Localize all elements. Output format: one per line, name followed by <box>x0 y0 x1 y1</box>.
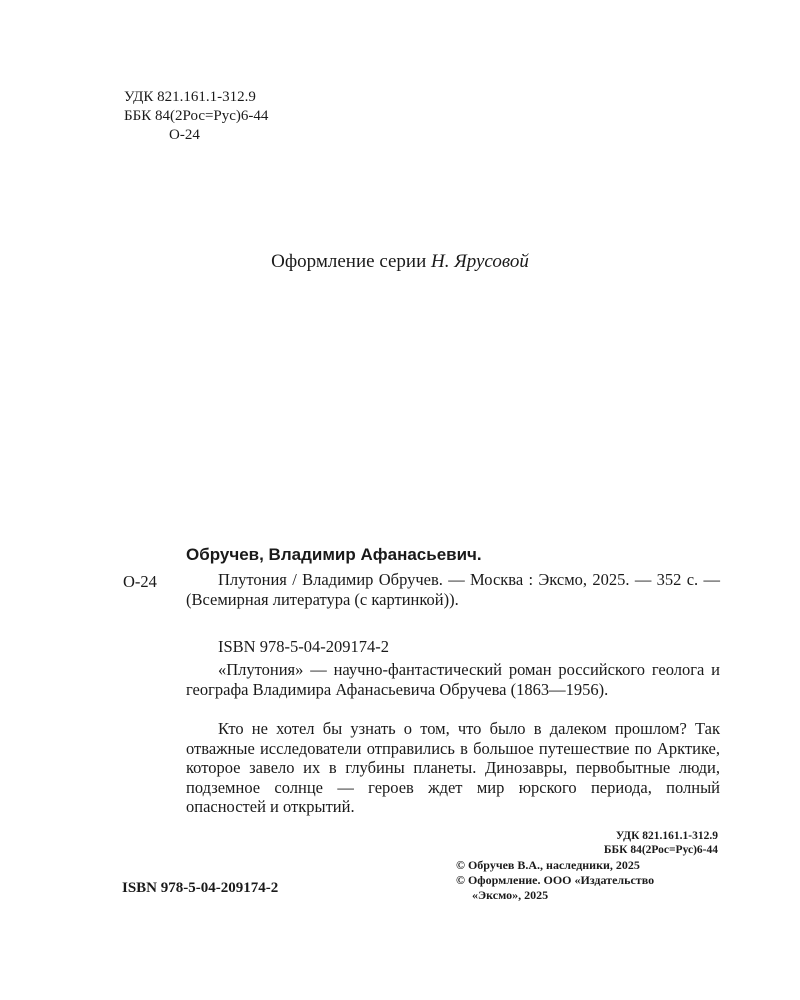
annotation-paragraph-2: Кто не хотел бы узнать о том, что было в далеком прошлом? Так отважные исследователи отправились в большое путешествие по Арктике, которое завело их в глубины планеты. Динозавры, первобытные люди, подземное солнце — героев ждет мир юрского периода, полный опасностей и открытий. <box>186 719 720 816</box>
bbk-code-bottom: ББК 84(2Рос=Рус)6-44 <box>603 844 718 856</box>
copyright-line-1: © Обручев В.А., наследники, 2025 <box>456 858 640 872</box>
author-heading: Обручев, Владимир Афанасьевич. <box>186 545 482 564</box>
author-sign: О-24 <box>169 127 200 143</box>
udk-code-bottom: УДК 821.161.1-312.9 <box>615 830 718 842</box>
udk-code: УДК 821.161.1-312.9 <box>124 89 256 105</box>
copyright-line-2: © Оформление. ООО «Издательство <box>456 873 655 887</box>
copyright-block <box>456 858 726 903</box>
series-designer-name: Н. Ярусовой <box>431 251 529 272</box>
isbn-main: ISBN 978-5-04-209174-2 <box>218 637 389 656</box>
series-design-credit <box>0 251 800 273</box>
bibliographic-description: Плутония / Владимир Обручев. — Москва : Эксмо, 2025. — 352 с. — (Всемирная литература (с картинкой)). <box>186 570 720 609</box>
annotation-paragraph-1: «Плутония» — научно-фантастический роман российского геолога и географа Владимира Афанасьевича Обручева (1863—1956). <box>186 660 720 699</box>
author-sign-left: О-24 <box>123 572 157 591</box>
classification-codes-top <box>124 88 268 145</box>
bbk-code: ББК 84(2Рос=Рус)6-44 <box>124 108 269 124</box>
copyright-line-3: «Эксмо», 2025 <box>472 888 549 902</box>
series-design-label: Оформление серии <box>271 251 427 272</box>
isbn-bottom: ISBN 978-5-04-209174-2 <box>122 880 279 896</box>
classification-codes-bottom <box>520 829 718 857</box>
